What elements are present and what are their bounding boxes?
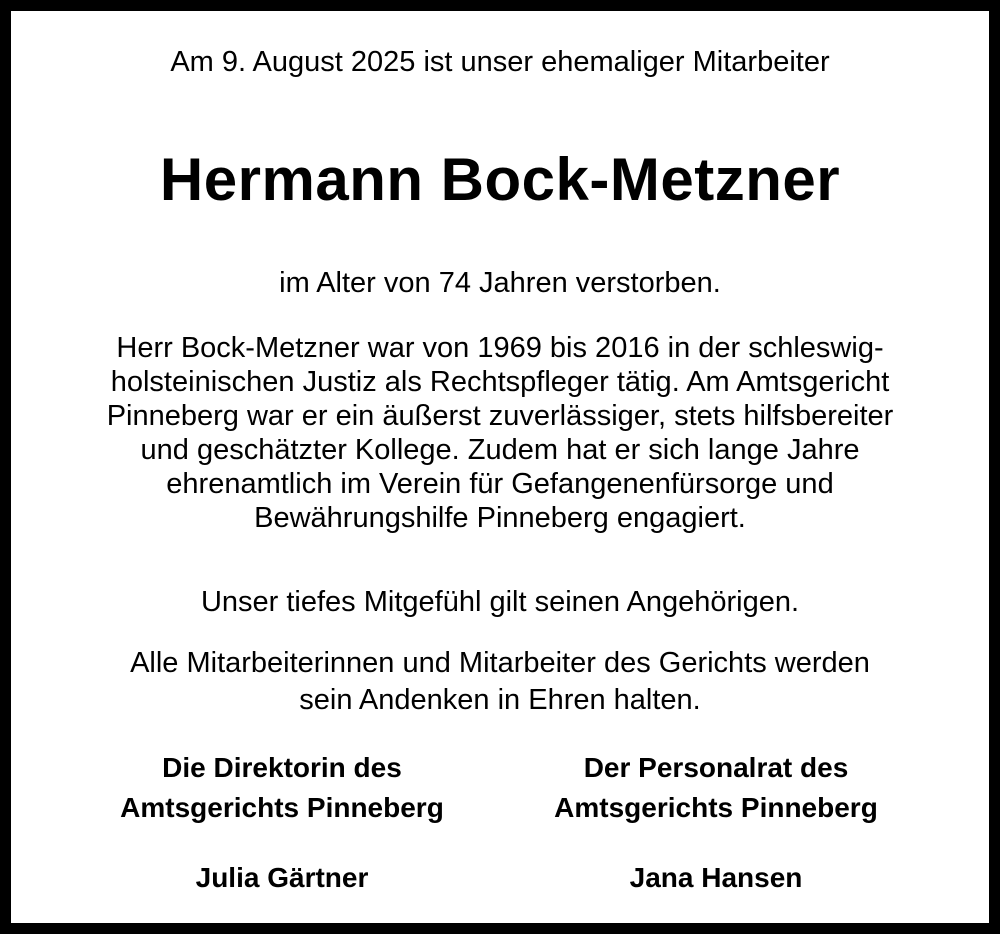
intro-text: Am 9. August 2025 ist unser ehemaliger Mitarbeiter <box>170 46 830 78</box>
biography-line: Bewährungshilfe Pinneberg engagiert. <box>254 502 746 534</box>
signatory-name: Julia Gärtner <box>195 862 369 893</box>
condolence-text: Unser tiefes Mitgefühl gilt seinen Angehörigen. <box>200 586 800 618</box>
closing-line: Alle Mitarbeiterinnen und Mitarbeiter des Gerichts werden <box>130 647 870 679</box>
age-text: im Alter von 74 Jahren verstorben. <box>279 267 721 299</box>
signatory-title: Die Direktorin des <box>162 752 402 783</box>
biography-line: Pinneberg war er ein äußerst zuverlässiger, stets hilfsbereiter <box>106 400 894 432</box>
signatory-director <box>62 748 502 898</box>
signatory-name: Jana Hansen <box>629 862 803 893</box>
biography-line: Herr Bock-Metzner war von 1969 bis 2016 in der schleswig- <box>116 332 884 364</box>
biography-line: holsteinischen Justiz als Rechtspfleger tätig. Am Amtsgericht <box>110 366 890 398</box>
biography-line: und geschätzter Kollege. Zudem hat er sich lange Jahre <box>140 434 860 466</box>
signatory-staff-council <box>496 748 936 898</box>
closing-line: sein Andenken in Ehren halten. <box>299 684 701 716</box>
deceased-name: Hermann Bock-Metzner <box>159 146 841 213</box>
signatory-title: Der Personalrat des <box>583 752 849 783</box>
signatory-title: Amtsgerichts Pinneberg <box>554 792 878 823</box>
signatory-title: Amtsgerichts Pinneberg <box>120 792 444 823</box>
biography-line: ehrenamtlich im Verein für Gefangenenfürsorge und <box>166 468 834 500</box>
